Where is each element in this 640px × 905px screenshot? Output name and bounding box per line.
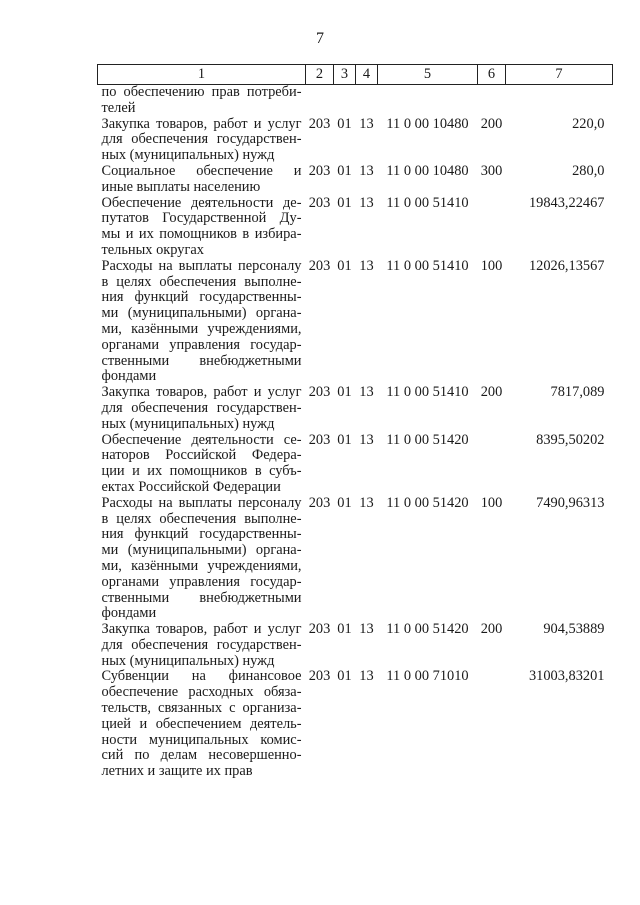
section-code: 01	[337, 194, 352, 211]
expense-type-code: 200	[480, 621, 503, 638]
ministry-code: 203	[308, 494, 331, 511]
table-row	[98, 669, 613, 780]
section-code	[334, 85, 356, 117]
table-header	[98, 65, 613, 85]
expense-name: Обеспечение деятельности де- путатов Государственной Ду- мы и их помощников в избира- тельных округах	[101, 194, 302, 258]
expense-type-code: 200	[480, 384, 503, 401]
page-number: 7	[316, 30, 324, 47]
ministry-code: 203	[308, 431, 331, 448]
target-article-code: 11 0 00 51420	[386, 431, 469, 448]
header-row	[98, 65, 613, 85]
expense-type-code: 300	[480, 162, 503, 179]
amount: 31003,83201	[528, 668, 605, 685]
expense-name: Закупка товаров, работ и услуг для обеспечения государствен- ных (муниципальных) нужд	[101, 621, 302, 669]
subsection-code: 13	[359, 115, 374, 132]
amount: 7817,089	[550, 384, 605, 401]
subsection-code	[356, 85, 378, 117]
expense-type-code: 200	[480, 115, 503, 132]
header-col-1: 1	[98, 65, 306, 85]
header-col-4: 4	[356, 65, 378, 85]
expense-type-code: 100	[480, 494, 503, 511]
expense-name: Закупка товаров, работ и услуг для обеспечения государствен- ных (муниципальных) нужд	[101, 115, 302, 164]
expense-name: Расходы на выплаты персоналу в целях обеспечения выполне- ния функций государственны- ми (муниципальными) органа- ми, казёнными учреждениями, органами управления государ- ственными внебюджетными фондами	[101, 494, 302, 622]
section-code: 01	[337, 431, 352, 448]
subsection-code: 13	[359, 257, 374, 274]
section-code: 01	[337, 162, 352, 179]
table-row	[98, 259, 613, 385]
ministry-code: 203	[308, 257, 331, 274]
section-code: 01	[337, 115, 352, 132]
table-row	[98, 433, 613, 496]
amount: 280,0	[572, 162, 605, 179]
table-row	[98, 196, 613, 259]
table-body	[98, 85, 613, 781]
budget-table	[97, 64, 613, 780]
target-article-code: 11 0 00 51410	[386, 194, 469, 211]
subsection-code: 13	[359, 621, 374, 638]
header-col-5: 5	[378, 65, 478, 85]
expense-name: Закупка товаров, работ и услуг для обеспечения государствен- ных (муниципальных) нужд	[101, 384, 302, 432]
section-code: 01	[337, 668, 352, 685]
target-article-code: 11 0 00 51420	[386, 621, 469, 638]
target-article-code: 11 0 00 51410	[386, 257, 469, 274]
header-col-7: 7	[506, 65, 613, 85]
table-row	[98, 117, 613, 164]
table-row	[98, 164, 613, 196]
header-col-3: 3	[334, 65, 356, 85]
amount	[506, 85, 613, 117]
ministry-code: 203	[308, 668, 331, 685]
section-code: 01	[337, 384, 352, 401]
ministry-code: 203	[308, 194, 331, 211]
table-row	[98, 85, 613, 117]
expense-name: Социальное обеспечение и иные выплаты населению	[101, 162, 302, 195]
ministry-code: 203	[308, 621, 331, 638]
expense-type-code: 100	[480, 257, 503, 274]
ministry-code: 203	[308, 162, 331, 179]
target-article-code: 11 0 00 10480	[386, 115, 469, 132]
section-code: 01	[337, 621, 352, 638]
expense-name: по обеспечению прав потреби- телей	[101, 84, 302, 116]
table-row	[98, 385, 613, 432]
ministry-code	[306, 85, 334, 117]
amount: 8395,50202	[536, 431, 605, 448]
amount: 19843,22467	[528, 194, 605, 211]
expense-type-code	[478, 196, 506, 259]
target-article-code: 11 0 00 51420	[386, 494, 469, 511]
ministry-code: 203	[308, 384, 331, 401]
subsection-code: 13	[359, 431, 374, 448]
target-article-code: 11 0 00 10480	[386, 162, 469, 179]
subsection-code: 13	[359, 162, 374, 179]
section-code: 01	[337, 257, 352, 274]
amount: 7490,96313	[536, 494, 605, 511]
expense-type-code	[478, 85, 506, 117]
subsection-code: 13	[359, 194, 374, 211]
target-article-code: 11 0 00 51410	[386, 384, 469, 401]
target-article-code: 11 0 00 71010	[386, 668, 469, 685]
subsection-code: 13	[359, 668, 374, 685]
expense-name: Расходы на выплаты персоналу в целях обеспечения выполне- ния функций государственны- ми (муниципальными) органа- ми, казёнными учреждениями, органами управления государ- ственными внебюджетными фондами	[101, 257, 302, 385]
expense-type-code	[478, 669, 506, 780]
section-code: 01	[337, 494, 352, 511]
amount: 12026,13567	[528, 257, 605, 274]
amount: 904,53889	[543, 621, 605, 638]
expense-name: Субвенции на финансовое обеспечение расходных обяза- тельств, связанных с организа- цией и обеспечением деятель- ности муниципальных комис- сий по делам несовершенно- летних и защите их прав	[101, 668, 302, 780]
expense-name: Обеспечение деятельности се- наторов Российской Федера- ции и их помощников в субъ- ектах Российской Федерации	[101, 431, 302, 495]
subsection-code: 13	[359, 384, 374, 401]
header-col-6: 6	[478, 65, 506, 85]
table-row	[98, 622, 613, 669]
amount: 220,0	[572, 115, 605, 132]
subsection-code: 13	[359, 494, 374, 511]
ministry-code: 203	[308, 115, 331, 132]
expense-type-code	[478, 433, 506, 496]
header-col-2: 2	[306, 65, 334, 85]
table-row	[98, 496, 613, 622]
target-article-code	[378, 85, 478, 117]
